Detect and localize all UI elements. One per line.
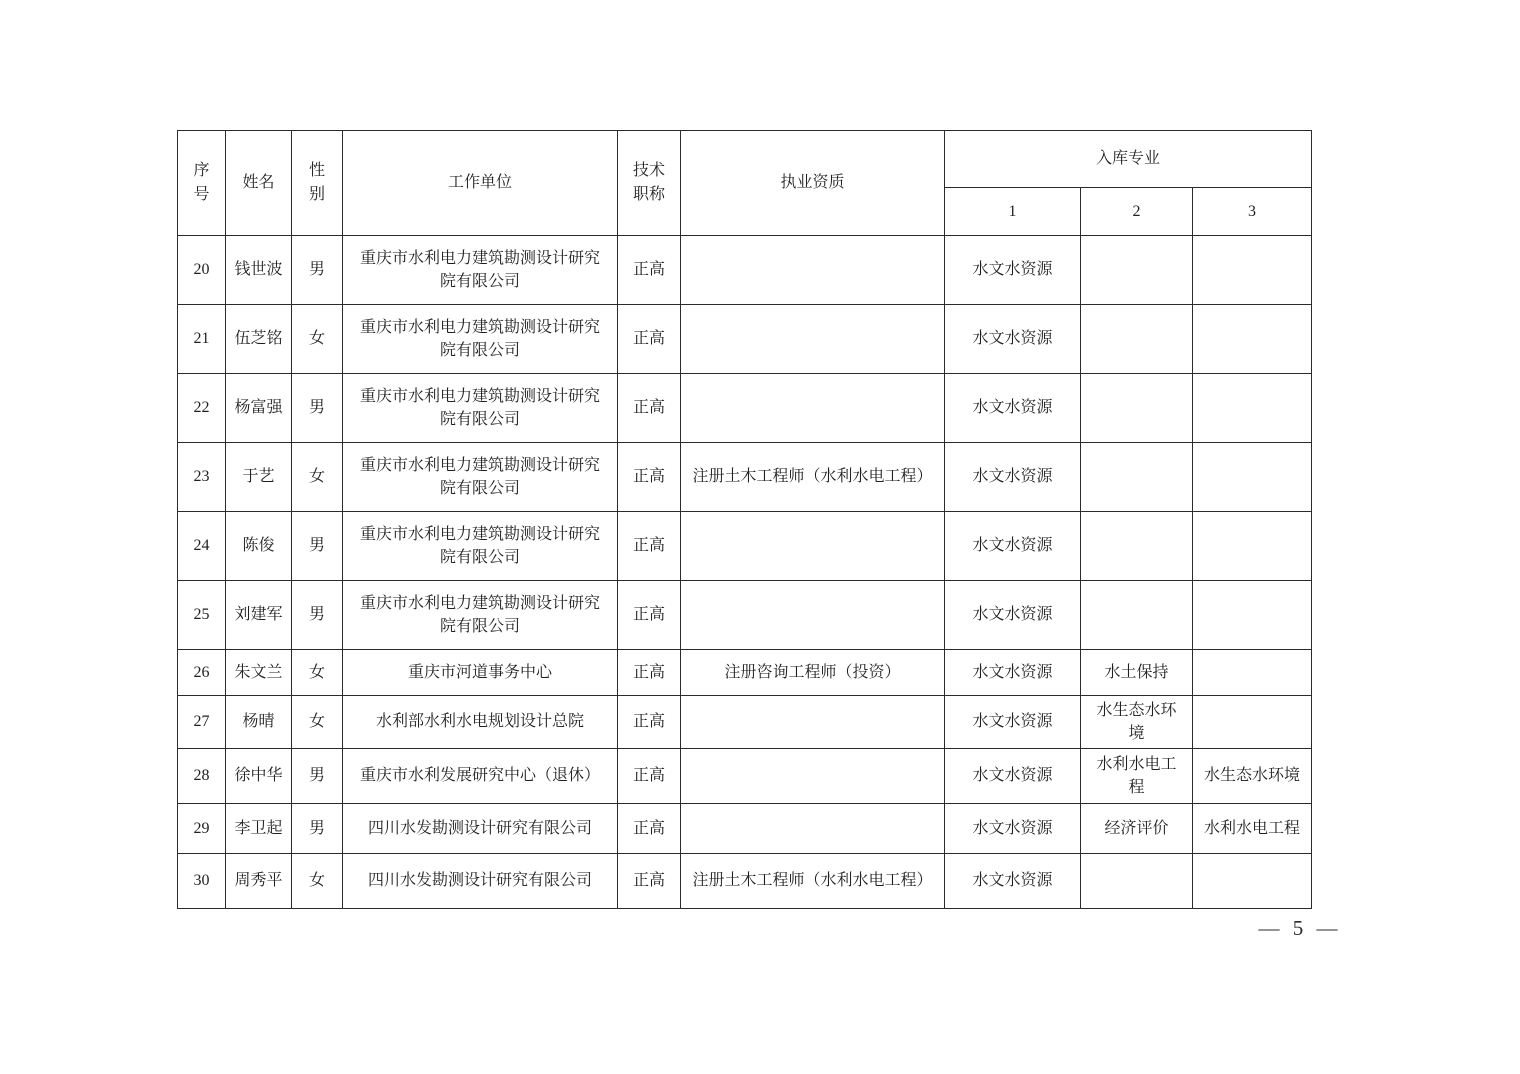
cell-name: 杨晴 [226, 696, 292, 749]
cell-gender: 男 [292, 749, 343, 804]
cell-spec2 [1081, 374, 1193, 443]
cell-qualification: 注册咨询工程师（投资） [681, 650, 945, 696]
header-name: 姓名 [226, 131, 292, 236]
cell-title: 正高 [618, 305, 681, 374]
table-row [178, 512, 1312, 581]
cell-no: 24 [178, 512, 226, 581]
cell-title: 正高 [618, 804, 681, 854]
cell-no: 27 [178, 696, 226, 749]
cell-spec2: 水土保持 [1081, 650, 1193, 696]
cell-spec1: 水文水资源 [945, 374, 1081, 443]
cell-gender: 女 [292, 443, 343, 512]
cell-name: 伍芝铭 [226, 305, 292, 374]
cell-unit: 重庆市水利电力建筑勘测设计研究院有限公司 [343, 236, 618, 305]
cell-no: 23 [178, 443, 226, 512]
cell-qualification [681, 581, 945, 650]
cell-spec1: 水文水资源 [945, 443, 1081, 512]
cell-gender: 男 [292, 236, 343, 305]
cell-spec1: 水文水资源 [945, 512, 1081, 581]
cell-gender: 女 [292, 854, 343, 909]
cell-qualification [681, 374, 945, 443]
header-no-label: 序号 [193, 162, 210, 203]
cell-spec1: 水文水资源 [945, 305, 1081, 374]
cell-unit: 水利部水利水电规划设计总院 [343, 696, 618, 749]
cell-qualification: 注册土木工程师（水利水电工程） [681, 854, 945, 909]
cell-name: 陈俊 [226, 512, 292, 581]
cell-name: 李卫起 [226, 804, 292, 854]
cell-no: 20 [178, 236, 226, 305]
cell-spec1: 水文水资源 [945, 650, 1081, 696]
cell-unit: 四川水发勘测设计研究有限公司 [343, 854, 618, 909]
cell-name: 刘建军 [226, 581, 292, 650]
header-unit: 工作单位 [343, 131, 618, 236]
cell-qualification [681, 749, 945, 804]
table-row [178, 650, 1312, 696]
table-row [178, 305, 1312, 374]
cell-name: 杨富强 [226, 374, 292, 443]
cell-name: 于艺 [226, 443, 292, 512]
cell-spec1: 水文水资源 [945, 749, 1081, 804]
header-title [618, 131, 681, 236]
expert-roster-table [177, 130, 1312, 909]
cell-unit: 重庆市水利发展研究中心（退休） [343, 749, 618, 804]
cell-no: 28 [178, 749, 226, 804]
header-qualification: 执业资质 [681, 131, 945, 236]
table-row [178, 749, 1312, 804]
cell-unit: 重庆市水利电力建筑勘测设计研究院有限公司 [343, 581, 618, 650]
cell-spec3 [1193, 650, 1312, 696]
cell-gender: 男 [292, 374, 343, 443]
cell-unit: 重庆市水利电力建筑勘测设计研究院有限公司 [343, 305, 618, 374]
cell-unit: 四川水发勘测设计研究有限公司 [343, 804, 618, 854]
cell-qualification [681, 804, 945, 854]
header-spec-3: 3 [1193, 188, 1312, 236]
cell-spec3 [1193, 581, 1312, 650]
cell-spec1: 水文水资源 [945, 804, 1081, 854]
cell-unit: 重庆市水利电力建筑勘测设计研究院有限公司 [343, 512, 618, 581]
cell-spec2 [1081, 236, 1193, 305]
cell-spec2 [1081, 512, 1193, 581]
cell-gender: 女 [292, 696, 343, 749]
header-specialties: 入库专业 [945, 131, 1312, 188]
cell-title: 正高 [618, 581, 681, 650]
cell-title: 正高 [618, 236, 681, 305]
cell-title: 正高 [618, 650, 681, 696]
cell-spec1: 水文水资源 [945, 854, 1081, 909]
table-row [178, 581, 1312, 650]
header-gender-label: 性别 [308, 162, 325, 203]
cell-title: 正高 [618, 854, 681, 909]
cell-gender: 男 [292, 804, 343, 854]
cell-spec3 [1193, 305, 1312, 374]
cell-unit: 重庆市水利电力建筑勘测设计研究院有限公司 [343, 374, 618, 443]
table-row [178, 696, 1312, 749]
table-row [178, 236, 1312, 305]
cell-spec3 [1193, 696, 1312, 749]
cell-unit: 重庆市水利电力建筑勘测设计研究院有限公司 [343, 443, 618, 512]
cell-title: 正高 [618, 749, 681, 804]
cell-title: 正高 [618, 696, 681, 749]
header-no [178, 131, 226, 236]
header-spec-2: 2 [1081, 188, 1193, 236]
cell-qualification [681, 236, 945, 305]
cell-qualification [681, 305, 945, 374]
cell-title: 正高 [618, 443, 681, 512]
header-title-label: 技术职称 [632, 162, 665, 203]
table-row [178, 374, 1312, 443]
header-row-top [178, 131, 1312, 188]
cell-title: 正高 [618, 512, 681, 581]
cell-gender: 女 [292, 305, 343, 374]
cell-spec3 [1193, 374, 1312, 443]
header-gender [292, 131, 343, 236]
cell-spec3 [1193, 512, 1312, 581]
cell-spec1: 水文水资源 [945, 696, 1081, 749]
cell-spec3 [1193, 443, 1312, 512]
cell-gender: 男 [292, 581, 343, 650]
cell-no: 26 [178, 650, 226, 696]
cell-name: 钱世波 [226, 236, 292, 305]
page-number: — 5 — [1258, 916, 1342, 940]
table-row [178, 804, 1312, 854]
cell-spec2 [1081, 854, 1193, 909]
cell-name: 周秀平 [226, 854, 292, 909]
cell-gender: 男 [292, 512, 343, 581]
cell-no: 22 [178, 374, 226, 443]
cell-spec3: 水生态水环境 [1193, 749, 1312, 804]
cell-gender: 女 [292, 650, 343, 696]
cell-no: 25 [178, 581, 226, 650]
cell-spec1: 水文水资源 [945, 581, 1081, 650]
cell-qualification [681, 696, 945, 749]
cell-spec2: 经济评价 [1081, 804, 1193, 854]
table-row [178, 854, 1312, 909]
cell-spec2: 水利水电工程 [1081, 749, 1193, 804]
cell-title: 正高 [618, 374, 681, 443]
cell-unit: 重庆市河道事务中心 [343, 650, 618, 696]
cell-no: 29 [178, 804, 226, 854]
cell-spec3 [1193, 854, 1312, 909]
cell-name: 朱文兰 [226, 650, 292, 696]
cell-spec2: 水生态水环境 [1081, 696, 1193, 749]
cell-spec2 [1081, 305, 1193, 374]
cell-qualification: 注册土木工程师（水利水电工程） [681, 443, 945, 512]
cell-spec3: 水利水电工程 [1193, 804, 1312, 854]
header-spec-1: 1 [945, 188, 1081, 236]
cell-spec2 [1081, 581, 1193, 650]
cell-name: 徐中华 [226, 749, 292, 804]
cell-no: 30 [178, 854, 226, 909]
cell-no: 21 [178, 305, 226, 374]
cell-spec2 [1081, 443, 1193, 512]
cell-spec1: 水文水资源 [945, 236, 1081, 305]
table-row [178, 443, 1312, 512]
cell-spec3 [1193, 236, 1312, 305]
cell-qualification [681, 512, 945, 581]
